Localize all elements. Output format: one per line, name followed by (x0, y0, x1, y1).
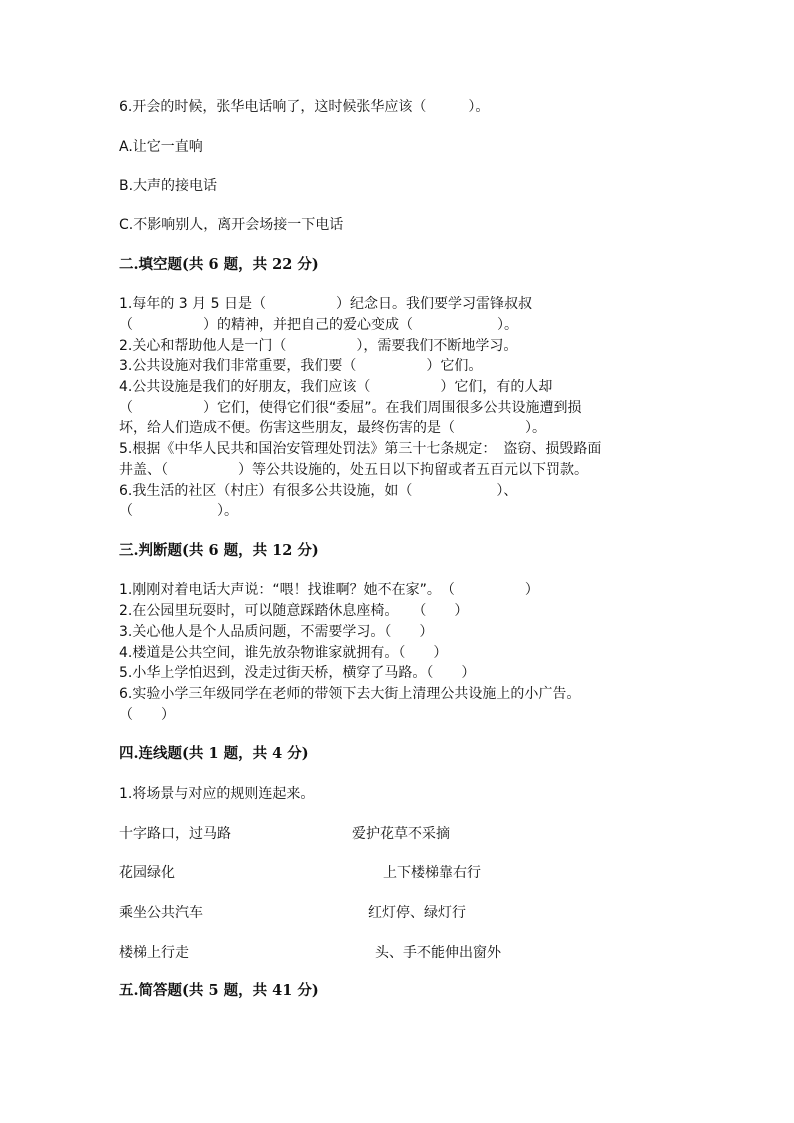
scene-item: 花园绿化 (119, 865, 175, 881)
scene-item: 乘坐公共汽车 (119, 905, 203, 921)
fill-line: 4.公共设施是我们的好朋友，我们应该（ ）它们，有的人却 (119, 379, 553, 395)
fill-line: （ ）。 (119, 503, 238, 519)
judge-line: （ ） (119, 707, 175, 723)
fill-line: 坏，给人们造成不便。伤害这些朋友，最终伤害的是（ ）。 (119, 420, 546, 436)
fill-line: （ ）它们，使得它们很“委屈”。在我们周围很多公共设施遭到损 (119, 400, 582, 416)
judge-line: 2.在公园里玩耍时，可以随意踩踏休息座椅。 （ ） (119, 603, 469, 619)
fill-line: （ ）的精神，并把自己的爱心变成（ ）。 (119, 317, 518, 333)
matching-instruction: 1.将场景与对应的规则连起来。 (119, 786, 315, 802)
scene-item: 楼梯上行走 (119, 945, 189, 961)
rule-item: 上下楼梯靠右行 (383, 865, 481, 881)
rule-item: 爱护花草不采摘 (352, 826, 450, 842)
section-3-title: 三.判断题(共 6 题，共 12 分) (119, 542, 319, 559)
option-c: C.不影响别人，离开会场接一下电话 (119, 217, 344, 233)
rule-item: 红灯停、绿灯行 (368, 905, 466, 921)
option-b: B.大声的接电话 (119, 178, 218, 194)
section-5-title: 五.简答题(共 5 题，共 41 分) (119, 982, 319, 999)
fill-line: 3.公共设施对我们非常重要，我们要（ ）它们。 (119, 358, 483, 374)
fill-line: 2.关心和帮助他人是一门（ ），需要我们不断地学习。 (119, 338, 518, 354)
fill-line: 5.根据《中华人民共和国治安管理处罚法》第三十七条规定： 盗窃、损毁路面 (119, 441, 602, 457)
fill-line: 1.每年的 3 月 5 日是（ ）纪念日。我们要学习雷锋叔叔 (119, 296, 532, 312)
rule-item: 头、手不能伸出窗外 (375, 945, 501, 961)
judge-line: 6.实验小学三年级同学在老师的带领下去大街上清理公共设施上的小广告。 (119, 686, 581, 702)
option-a: A.让它一直响 (119, 139, 203, 155)
judge-line: 5.小华上学怕迟到，没走过街天桥，横穿了马路。（ ） (119, 665, 476, 681)
judge-line: 4.楼道是公共空间，谁先放杂物谁家就拥有。（ ） (119, 645, 448, 661)
section-4-title: 四.连线题(共 1 题，共 4 分) (119, 745, 309, 762)
scene-item: 十字路口，过马路 (119, 826, 231, 842)
judge-line: 3.关心他人是个人品质问题，不需要学习。（ ） (119, 624, 434, 640)
fill-line: 井盖、（ ）等公共设施的，处五日以下拘留或者五百元以下罚款。 (119, 462, 588, 478)
section-2-title: 二.填空题(共 6 题，共 22 分) (119, 256, 319, 273)
judge-line: 1.刚刚对着电话大声说：“喂！找谁啊？她不在家”。 （ ） (119, 582, 539, 598)
fill-line: 6.我生活的社区（村庄）有很多公共设施，如（ ）、 (119, 483, 518, 499)
question-6-stem: 6.开会的时候，张华电话响了，这时候张华应该（ ）。 (119, 99, 490, 115)
